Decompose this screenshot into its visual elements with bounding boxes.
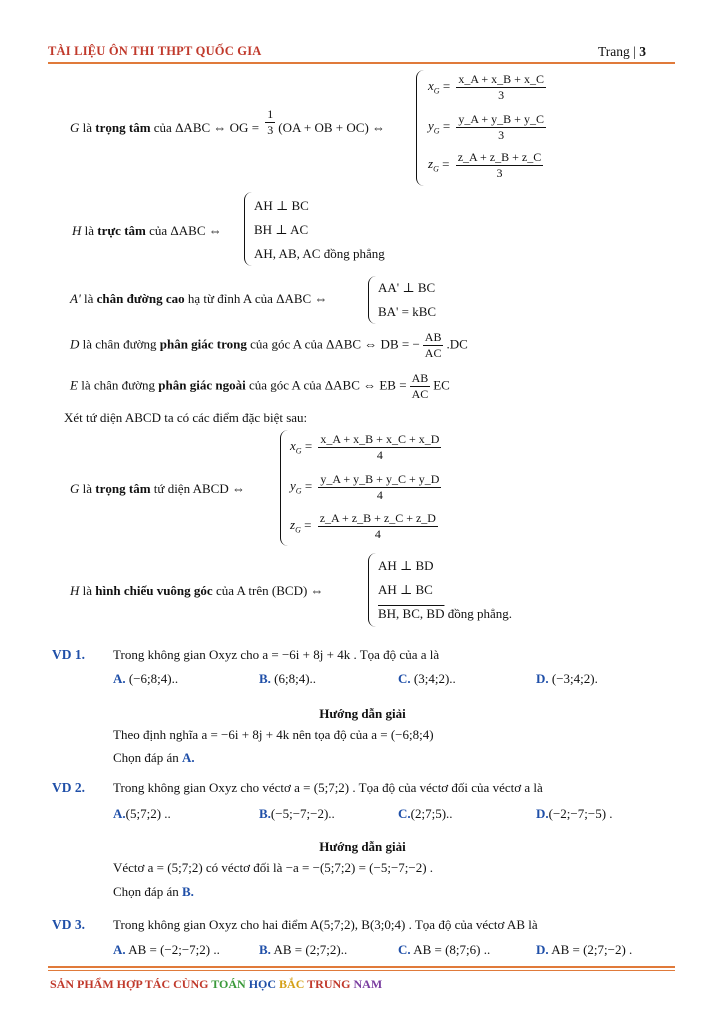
- example-1-option-c: C. (3;4;2)..: [398, 671, 456, 686]
- header-rule: [48, 62, 675, 64]
- example-3-question: Trong không gian Oxyz cho hai điểm A(5;7;2), B(3;0;4) . Tọa độ của véctơ AB là: [113, 917, 538, 932]
- inner-bisector-line: D là chân đường phân giác trong của góc A của ΔABC ⇔ DB = − $\frac{AB}{AC}$ .DC: [70, 330, 468, 360]
- example-1-answer: Chọn đáp án A.: [113, 750, 195, 765]
- zg-formula: $z_G$ = $\frac{z\_A + z\_B + z\_C}{3}$: [428, 150, 542, 180]
- outer-bisector-line: E là chân đường phân giác ngoài của góc A của ΔABC ⇔ EB = $\frac{AB}{AC}$ EC: [70, 371, 450, 401]
- example-1-label: VD 1.: [52, 647, 85, 662]
- brace: [244, 192, 253, 266]
- altitude-cond-1: AA' ⊥ BC: [378, 280, 436, 295]
- footer-rule-thin: [48, 970, 675, 971]
- brace: [368, 276, 377, 324]
- orthocenter-cond-3: AH, AB, AC đồng phẳng: [254, 246, 385, 261]
- projection-cond-3: BH, BC, BD đồng phẳng.: [378, 606, 512, 621]
- example-2-solution-title: Hướng dẫn giải: [319, 839, 406, 854]
- page-footer: SẢN PHẨM HỢP TÁC CÙNG TOÁN HỌC BẮC TRUNG NAM: [50, 977, 383, 991]
- yg-formula: $y_G$ = $\frac{y\_A + y\_B + y\_C}{3}$: [428, 112, 544, 142]
- centroid-tetra-line: G là trọng tâm tứ diện ABCD ⇔: [70, 481, 245, 496]
- document-title: TÀI LIỆU ÔN THI THPT QUỐC GIA: [48, 44, 262, 58]
- centroid-triangle-line: G là trọng tâm của ΔABC ⇔ OG = $\frac{1}{3}$ (OA + OB + OC) ⇔: [70, 106, 386, 137]
- page-header: [48, 44, 688, 64]
- xg-tetra-formula: $x_G$ = $\frac{x\_A + x\_B + x\_C + x\_D}{4}$: [290, 432, 440, 462]
- example-1-option-a: A. (−6;8;4)..: [113, 671, 179, 686]
- example-2-option-d: D.(−2;−7;−5) .: [536, 806, 613, 821]
- zg-tetra-formula: $z_G$ = $\frac{z\_A + z\_B + z\_C + z\_D}{4}$: [290, 511, 436, 541]
- brace: [368, 553, 377, 627]
- orthocenter-line: H là trực tâm của ΔABC ⇔: [72, 223, 222, 238]
- example-1-solution: Theo định nghĩa a = −6i + 8j + 4k nên tọa độ của a = (−6;8;4): [113, 727, 434, 742]
- example-1-question: Trong không gian Oxyz cho a = −6i + 8j + 4k . Tọa độ của a là: [113, 647, 440, 662]
- tetrahedron-intro: Xét tứ diện ABCD ta có các điểm đặc biệt sau:: [64, 410, 308, 425]
- projection-cond-2: AH ⊥ BC: [378, 582, 433, 597]
- example-1-option-d: D. (−3;4;2).: [536, 671, 598, 686]
- example-3-option-b: B. AB = (2;7;2)..: [259, 942, 348, 957]
- example-2-option-b: B.(−5;−7;−2)..: [259, 806, 335, 821]
- projection-cond-1: AH ⊥ BD: [378, 558, 434, 573]
- example-2-option-c: C.(2;7;5)..: [398, 806, 453, 821]
- example-2-question: Trong không gian Oxyz cho véctơ a = (5;7;2) . Tọa độ của véctơ đối của véctơ a là: [113, 780, 543, 795]
- orthocenter-cond-2: BH ⊥ AC: [254, 222, 309, 237]
- example-3-option-c: C. AB = (8;7;6) ..: [398, 942, 491, 957]
- xg-formula: $x_G$ = $\frac{x\_A + x\_B + x\_C}{3}$: [428, 72, 544, 102]
- example-1-option-b: B. (6;8;4)..: [259, 671, 317, 686]
- example-3-option-a: A. AB = (−2;−7;2) ..: [113, 942, 220, 957]
- example-3-label: VD 3.: [52, 917, 85, 932]
- projection-line: H là hình chiếu vuông góc của A trên (BCD) ⇔: [70, 583, 324, 598]
- example-3-option-d: D. AB = (2;7;−2) .: [536, 942, 633, 957]
- example-1-solution-title: Hướng dẫn giải: [319, 706, 406, 721]
- yg-tetra-formula: $y_G$ = $\frac{y\_A + y\_B + y\_C + y\_D}{4}$: [290, 472, 440, 502]
- brace: [416, 70, 425, 186]
- orthocenter-cond-1: AH ⊥ BC: [254, 198, 309, 213]
- example-2-option-a: A.(5;7;2) ..: [113, 806, 171, 821]
- example-2-solution: Véctơ a = (5;7;2) có véctơ đối là −a = −(5;7;2) = (−5;−7;−2) .: [113, 860, 434, 875]
- example-2-answer: Chọn đáp án B.: [113, 884, 194, 899]
- example-2-label: VD 2.: [52, 780, 85, 795]
- altitude-foot-line: A' là chân đường cao hạ từ đỉnh A của ΔABC ⇔: [70, 291, 328, 306]
- brace: [280, 430, 289, 546]
- altitude-cond-2: BA' = kBC: [378, 304, 437, 319]
- page-indicator: Trang | 3: [598, 44, 646, 59]
- footer-rule: [48, 966, 675, 968]
